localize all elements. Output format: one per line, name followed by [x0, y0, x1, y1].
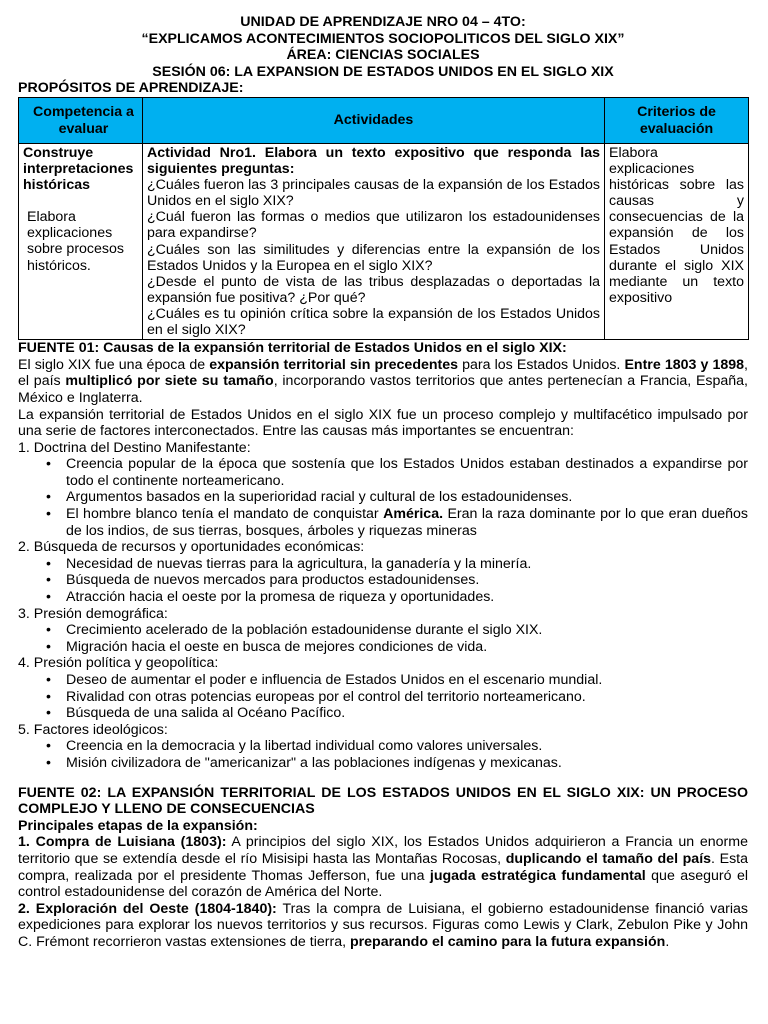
- cause-list: [18, 738, 748, 771]
- cause-list: [18, 672, 748, 722]
- question-item: ¿Cuáles son las similitudes y diferencias entre la expansión de los Estados Unidos y la Europea en el siglo XIX?: [147, 241, 600, 274]
- list-item: • Atracción hacia el oeste por la promesa de riqueza y oportunidades.: [66, 589, 748, 606]
- list-item: • Misión civilizadora de "americanizar" a las poblaciones indígenas y mexicanas.: [66, 755, 748, 772]
- fuente-01: [18, 340, 748, 771]
- table-row: [19, 144, 749, 340]
- cause-heading: 4. Presión política y geopolítica:: [18, 655, 219, 672]
- fuente-01-para2: La expansión territorial de Estados Unidos en el siglo XIX fue un proceso complejo y multifacético impulsado por una serie de factores interconectados. Entre las causas más importantes se encuentran:: [18, 406, 748, 440]
- cause-heading: 2. Búsqueda de recursos y oportunidades económicas:: [18, 539, 365, 556]
- fuente-01-title: FUENTE 01: Causas de la expansión territorial de Estados Unidos en el siglo XIX:: [18, 340, 567, 357]
- list-item: • Búsqueda de nuevos mercados para productos estadounidenses.: [66, 572, 748, 589]
- fuente-01-intro: El siglo XIX fue una época de expansión territorial sin precedentes para los Estados Unidos. Entre 1803 y 1898, el país multiplicó por siete su tamaño, incorporando vastos territorios que antes pertenecían a Francia, España, México e Inglaterra.: [18, 356, 749, 406]
- cause-heading: 5. Factores ideológicos:: [18, 721, 168, 738]
- list-item: • Creencia en la democracia y la libertad individual como valores universales.: [66, 738, 748, 755]
- document-header: [18, 14, 748, 80]
- purposes-table: [18, 97, 749, 340]
- list-item: • Crecimiento acelerado de la población estadounidense durante el siglo XIX.: [66, 622, 748, 639]
- actividad-title: Actividad Nro1. Elabora un texto expositivo que responda las siguientes preguntas:: [147, 145, 600, 178]
- area-title: ÁREA: CIENCIAS SOCIALES: [286, 47, 480, 63]
- purposes-label: PROPÓSITOS DE APRENDIZAJE:: [18, 80, 244, 96]
- list-item: • Búsqueda de una salida al Océano Pacífico.: [66, 705, 748, 722]
- actividades-cell: [143, 144, 605, 340]
- table-header-row: [19, 98, 749, 144]
- list-item: • Necesidad de nuevas tierras para la agricultura, la ganadería y la minería.: [66, 556, 748, 573]
- cause-list: [18, 456, 748, 539]
- criterio-cell: Elabora explicaciones históricas sobre las causas y consecuencias de la expansión de los Estados Unidos durante el siglo XIX mediante un texto expositivo: [605, 144, 749, 340]
- list-item: • Creencia popular de la época que sostenía que los Estados Unidos estaban destinados a expandirse por todo el continente norteamericano.: [66, 456, 748, 489]
- etapa-1: 1. Compra de Luisiana (1803): A principios del siglo XIX, los Estados Unidos adquirieron a Francia un enorme territorio que se extendía desde el río Misisipi hasta las Montañas Rocosas, duplicando el tamaño del país. Esta compra, realizada por el presidente Thomas Jefferson, fue una jugada estratégica fundamental que aseguró el control estadounidense del corazón de América del Norte.: [18, 834, 748, 901]
- cause-heading: 3. Presión demográfica:: [18, 605, 168, 622]
- competencia-desc: Elabora explicaciones sobre procesos históricos.: [27, 209, 124, 274]
- question-item: ¿Desde el punto de vista de las tribus desplazadas o deportadas la expansión fue positiva? ¿Por qué?: [147, 273, 600, 306]
- cause-list: [18, 622, 748, 655]
- etapa-2: 2. Exploración del Oeste (1804-1840): Tras la compra de Luisiana, el gobierno estadounidense financió varias expediciones para explorar los nuevos territorios y sus recursos. Figuras como Lewis y Clark, Zebulon Pike y John C. Frémont recorrieron vastas extensiones de tierra, preparando el camino para la futura expansión.: [18, 900, 748, 950]
- header-competencia: Competencia a evaluar: [19, 98, 143, 144]
- cause-list: [18, 556, 748, 606]
- list-item: • Deseo de aumentar el poder e influencia de Estados Unidos en el escenario mundial.: [66, 672, 748, 689]
- fuente-02: [18, 785, 748, 951]
- list-item: • Argumentos basados en la superioridad racial y cultural de los estadounidenses.: [66, 489, 748, 506]
- unit-subtitle: “EXPLICAMOS ACONTECIMIENTOS SOCIOPOLITICOS DEL SIGLO XIX”: [141, 30, 625, 47]
- session-title: SESIÓN 06: LA EXPANSION DE ESTADOS UNIDOS EN EL SIGLO XIX: [152, 63, 614, 80]
- question-item: ¿Cuál fueron las formas o medios que utilizaron los estadounidenses para expandirse?: [147, 209, 600, 242]
- cause-heading: 1. Doctrina del Destino Manifestante:: [18, 439, 251, 456]
- list-item: • Rivalidad con otras potencias europeas por el control del territorio norteamericano.: [66, 689, 748, 706]
- list-item: • Migración hacia el oeste en busca de mejores condiciones de vida.: [66, 639, 748, 656]
- question-item: ¿Cuáles fueron las 3 principales causas de la expansión de los Estados Unidos en el siglo XIX?: [147, 177, 600, 210]
- fuente-02-title: FUENTE 02: LA EXPANSIÓN TERRITORIAL DE LOS ESTADOS UNIDOS EN EL SIGLO XIX: UN PROCESO COMPLEJO Y LLENO DE CONSECUENCIAS: [18, 784, 748, 818]
- header-actividades: Actividades: [143, 98, 605, 144]
- question-item: ¿Cuáles es tu opinión crítica sobre la expansión de los Estados Unidos en el siglo XIX?: [147, 305, 600, 339]
- fuente-02-subtitle: Principales etapas de la expansión:: [18, 817, 258, 834]
- document-page: [18, 14, 748, 951]
- list-item: • El hombre blanco tenía el mandato de conquistar América. Eran la raza dominante por lo que eran dueños de los indios, de sus tierras, bosques, árboles y riquezas mineras: [66, 506, 748, 539]
- competencia-title: Construye interpretaciones históricas: [23, 145, 134, 194]
- competencia-cell: [19, 144, 143, 340]
- header-criterios: Criterios de evaluación: [605, 98, 749, 144]
- unit-title: UNIDAD DE APRENDIZAJE NRO 04 – 4TO:: [240, 14, 526, 30]
